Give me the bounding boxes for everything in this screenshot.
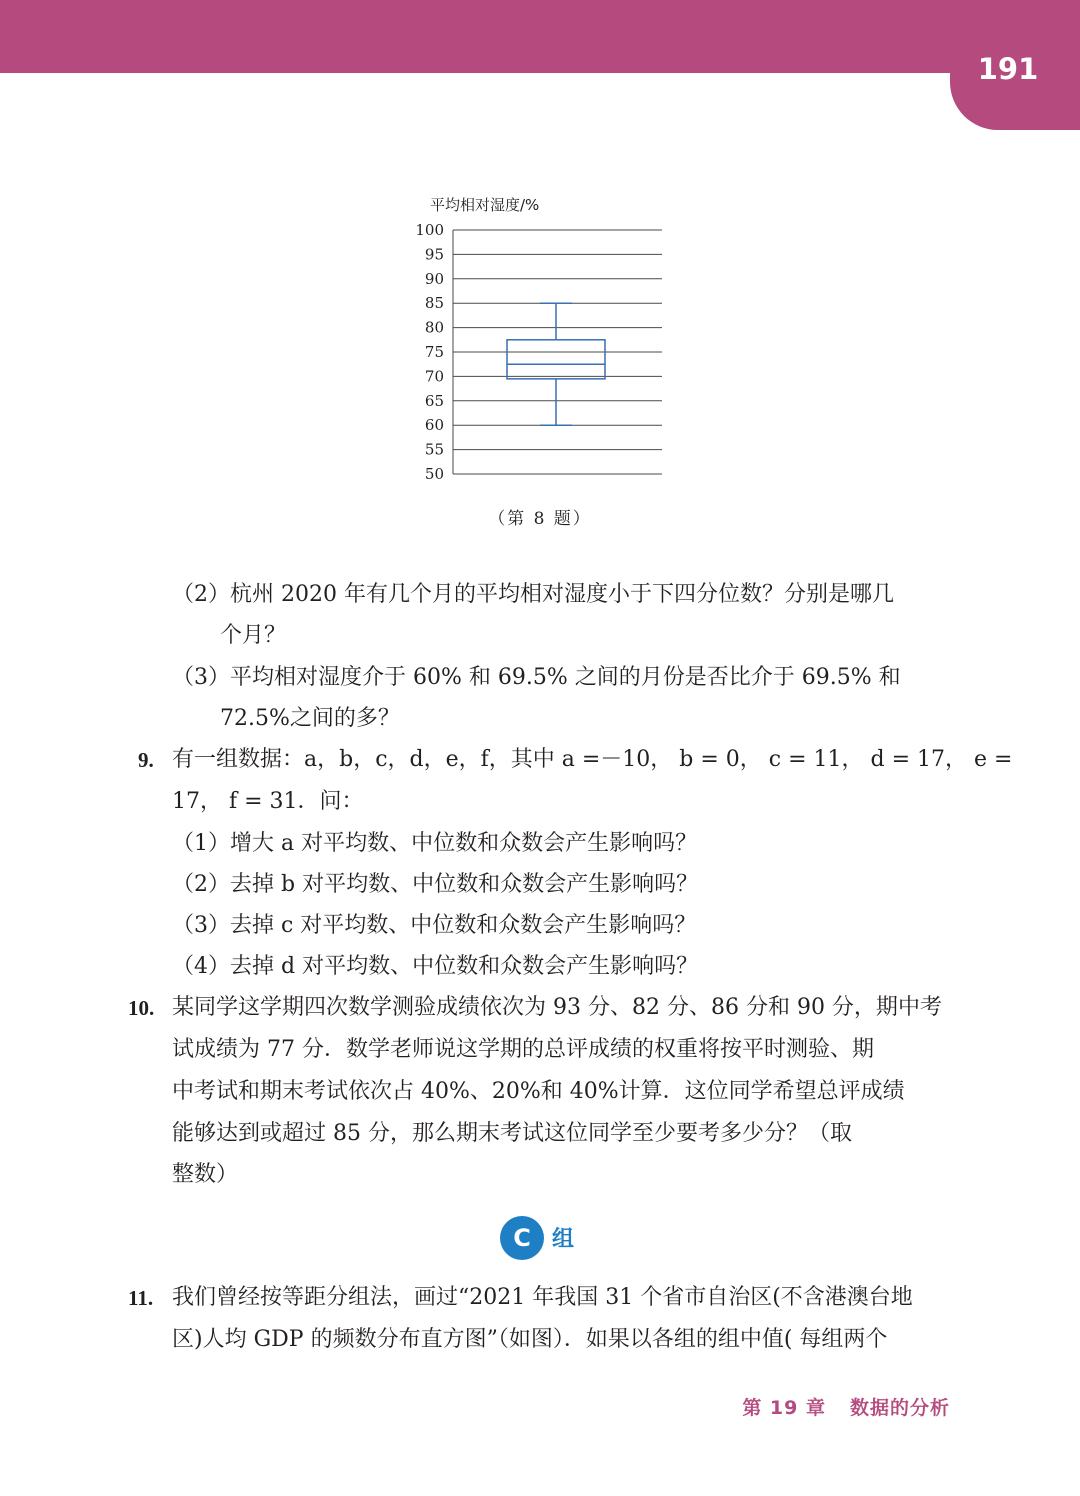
q9-line2: 17， f = 31．问： — [172, 789, 364, 814]
q10-line1: 某同学这学期四次数学测验成绩依次为 93 分、82 分、86 分和 90 分，期中考 — [172, 995, 942, 1020]
q8-part2-line2: 个月？ — [220, 623, 287, 648]
q8-part2-line1: （2）杭州 2020 年有几个月的平均相对湿度小于下四分位数？分别是哪几 — [172, 582, 894, 607]
chart-y-axis-title: 平均相对湿度/% — [430, 196, 540, 214]
question-10-number: 10. — [128, 996, 155, 1020]
q10-line4: 能够达到或超过 85 分，那么期末考试这位同学至少要考多少分？（取 — [172, 1121, 852, 1146]
q8-part3-line2: 72.5%之间的多？ — [220, 706, 400, 731]
q9-part3: （3）去掉 c 对平均数、中位数和众数会产生影响吗？ — [172, 913, 697, 938]
y-tick-label: 70 — [424, 367, 444, 386]
question-9-number: 9. — [138, 748, 154, 772]
box-plot-chart — [400, 188, 690, 498]
group-c-label: 组 — [552, 1227, 575, 1252]
q10-line3: 中考试和期末考试依次占 40%、20%和 40%计算．这位同学希望总评成绩 — [172, 1079, 905, 1104]
y-tick-label: 95 — [424, 245, 444, 264]
y-tick-label: 65 — [424, 391, 444, 410]
y-tick-label: 90 — [424, 269, 444, 288]
y-tick-label: 75 — [424, 343, 444, 361]
box-iqr — [507, 340, 605, 379]
q10-line2: 试成绩为 77 分．数学老师说这学期的总评成绩的权重将按平时测验、期 — [172, 1037, 874, 1062]
page-footer — [742, 1393, 950, 1420]
page-number: 191 — [977, 52, 1039, 86]
y-tick-label: 80 — [424, 318, 444, 337]
figure-caption: （第 8 题） — [488, 509, 592, 529]
header-band — [0, 0, 1080, 73]
q9-part4: （4）去掉 d 对平均数、中位数和众数会产生影响吗？ — [172, 954, 699, 979]
footer-title: 数据的分析 — [849, 1397, 950, 1419]
y-tick-label: 50 — [424, 465, 444, 483]
q11-line2: 区)人均 GDP 的频数分布直方图”（如图）．如果以各组的组中值( 每组两个 — [172, 1327, 888, 1352]
y-tick-label: 55 — [424, 440, 444, 459]
q8-part3-line1: （3）平均相对湿度介于 60% 和 69.5% 之间的月份是否比介于 69.5% 和 — [172, 665, 901, 690]
q9-part2: （2）去掉 b 对平均数、中位数和众数会产生影响吗？ — [172, 872, 699, 897]
box-plot-svg — [400, 188, 690, 498]
q10-line5: 整数） — [172, 1162, 239, 1187]
y-tick-label: 85 — [424, 294, 444, 313]
y-tick-label: 60 — [424, 416, 444, 435]
footer-chapter: 第 19 章 — [742, 1397, 826, 1419]
y-tick-label: 100 — [415, 221, 444, 239]
q9-part1: （1）增大 a 对平均数、中位数和众数会产生影响吗？ — [172, 831, 698, 856]
q11-line1: 我们曾经按等距分组法，画过“2021 年我国 31 个省市自治区(不含港澳台地 — [172, 1285, 913, 1310]
question-11-number: 11. — [128, 1286, 154, 1310]
q9-line1: 有一组数据：a，b，c，d，e，f，其中 a =－10， b = 0， c = 11， d = 17， e = — [172, 747, 1013, 772]
group-c-badge: C — [500, 1216, 544, 1260]
